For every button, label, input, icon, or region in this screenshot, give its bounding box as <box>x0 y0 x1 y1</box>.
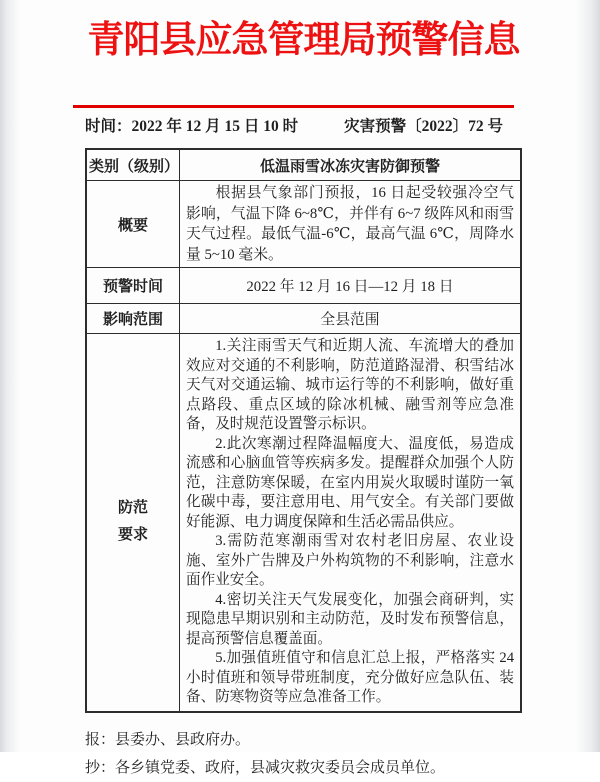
table-row-category <box>86 149 521 181</box>
page-right-edge-shadow <box>576 0 600 752</box>
page-title: 青阳县应急管理局预警信息 <box>87 20 520 61</box>
warn-time-value: 2022 年 12 月 16 日—12 月 18 日 <box>180 268 522 304</box>
measure-item-5: 5.加强值班值守和信息汇总上报，严格落实 24 小时值班和领导带班制度，充分做好应急队伍、装备、防寒物资等应急准备工作。 <box>186 650 514 705</box>
measure-item-4: 4.密切关注天气发展变化，加强会商研判，实现隐患早期识别和主动防范，及时发布预警信息，提高预警信息覆盖面。 <box>186 591 514 647</box>
category-value: 低温雨雪冰冻灾害防御预警 <box>180 149 522 181</box>
scope-value: 全县范围 <box>180 304 522 334</box>
summary-value <box>180 181 522 268</box>
copy-line: 抄：各乡镇党委、政府，县减灾救灾委员会成员单位。 <box>85 759 446 776</box>
category-label: 类别（级别） <box>86 149 180 181</box>
summary-label: 概要 <box>86 181 180 268</box>
table-row-summary <box>86 181 521 268</box>
page-left-edge-shadow <box>0 0 20 752</box>
measure-item-1: 1.关注雨雪天气和近期人流、车流增大的叠加效应对交通的不利影响，防范道路湿滑、积雪结冰天气对交通运输、城市运行等的不利影响，做好重点路段、重点区域的除冰机械、融雪剂等应急准备，及时规范设置警示标识。 <box>186 338 514 432</box>
meta-row <box>85 116 522 138</box>
measures-label: 防范要求 <box>86 334 180 712</box>
table-row-scope <box>86 304 521 334</box>
red-divider <box>73 105 514 108</box>
warn-time-label: 预警时间 <box>86 268 180 304</box>
report-line: 报：县委办、县政府办。 <box>85 731 251 748</box>
table-row-measures <box>86 334 521 712</box>
distribution-footer <box>85 726 522 782</box>
measure-item-3: 3.需防范寒潮雨雪对农村老旧房屋、农业设施、室外广告牌及户外构筑物的不利影响，注意水面作业安全。 <box>186 533 514 588</box>
measures-value <box>180 334 522 712</box>
warning-table <box>85 148 522 713</box>
table-row-warn-time <box>86 268 521 304</box>
document-body <box>85 0 522 782</box>
scope-label: 影响范围 <box>86 304 180 334</box>
measure-item-2: 2.此次寒潮过程降温幅度大、温度低，易造成流感和心脑血管等疾病多发。提醒群众加强个人防范，注意防寒保暖，在室内用炭火取暖时谨防一氧化碳中毒，要注意用电、用气安全。有关部门要做好能源、电力调度保障和生活必需品供应。 <box>186 435 514 530</box>
doc-number: 灾害预警〔2022〕72 号 <box>344 118 504 135</box>
issue-time: 时间：2022 年 12 月 15 日 10 时 <box>85 118 299 135</box>
summary-paragraph: 根据县气象部门预报，16 日起受较强冷空气影响，气温下降 6~8℃，并伴有 6~7 级阵风和雨雪天气过程。最低气温-6℃，最高气温 6℃，周降水量 5~10 毫米。 <box>186 185 514 263</box>
